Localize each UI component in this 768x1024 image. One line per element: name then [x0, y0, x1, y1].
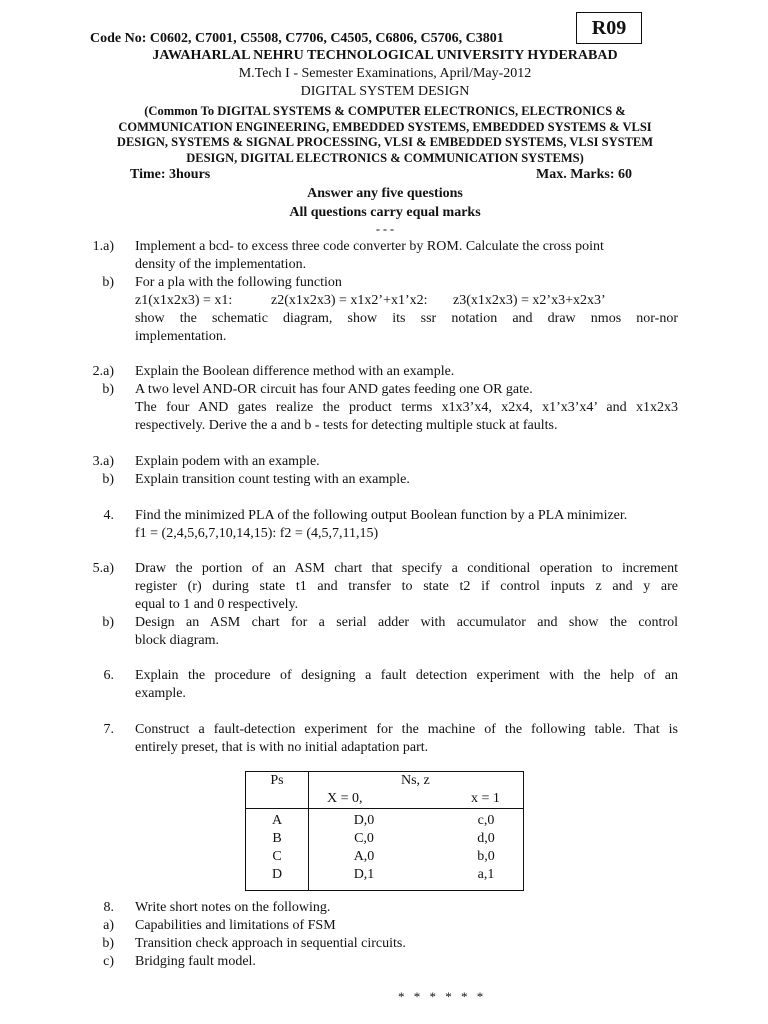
- ns-cell: a,1: [477, 867, 495, 882]
- question-line: A two level AND-OR circuit has four AND gates feeding one OR gate.: [135, 382, 533, 397]
- x1-column: [461, 812, 511, 884]
- question-line: respectively. Derive the a and b - tests for detecting multiple stuck at faults.: [135, 418, 558, 433]
- course-codes: Code No: C0602, C7001, C5508, C7706, C4505, C6806, C5706, C3801: [90, 31, 504, 46]
- ns-cell: b,0: [477, 849, 495, 864]
- max-marks: Max. Marks: 60: [536, 167, 633, 182]
- question-number: 6.: [103, 668, 114, 683]
- instruction-answer-five: Answer any five questions: [307, 186, 463, 201]
- question-number: 3.a): [92, 454, 114, 469]
- question-number: b): [102, 615, 114, 630]
- x0-column: [339, 812, 389, 884]
- common-line-3: DESIGN, SYSTEMS & SIGNAL PROCESSING, VLSI & EMBEDDED SYSTEMS, VLSI SYSTEM: [116, 135, 654, 149]
- question-line: The four AND gates realize the product terms x1x3’x4, x2x4, x1’x3’x4’ and x1x2x3: [135, 400, 678, 415]
- question-number: 2.a): [92, 364, 114, 379]
- question-line: equal to 1 and 0 respectively.: [135, 597, 299, 612]
- question-line: entirely preset, that is with no initial adaptation part.: [135, 740, 429, 755]
- question-number: 8.: [103, 900, 114, 915]
- question-text: Write short notes on the following.: [135, 900, 331, 915]
- state-table: [245, 771, 524, 891]
- question-text: Transition check approach in sequential circuits.: [135, 936, 406, 951]
- common-line-4: DESIGN, DIGITAL ELECTRONICS & COMMUNICATION SYSTEMS): [186, 151, 584, 165]
- question-number: a): [103, 918, 114, 933]
- function-z1: z1(x1x2x3) = x1:: [135, 293, 233, 308]
- regulation-box: R09: [576, 12, 642, 44]
- question-number: b): [102, 936, 114, 951]
- question-text: Explain podem with an example.: [135, 454, 320, 469]
- question-line: Find the minimized PLA of the following output Boolean function by a PLA minimizer.: [135, 508, 628, 523]
- question-line: implementation.: [135, 329, 227, 344]
- question-text: [135, 667, 678, 703]
- question-text: Explain transition count testing with an example.: [135, 472, 410, 487]
- subject-title: DIGITAL SYSTEM DESIGN: [300, 84, 470, 99]
- x0-header: X = 0,: [327, 791, 363, 806]
- question-line: Implement a bcd- to excess three code converter by ROM. Calculate the cross point: [135, 239, 604, 254]
- separator: - - -: [376, 222, 394, 236]
- question-line: Construct a fault-detection experiment for the machine of the following table. That is: [135, 722, 678, 737]
- exam-title: M.Tech I - Semester Examinations, April/May-2012: [238, 66, 532, 81]
- question-line: Explain the procedure of designing a fault detection experiment with the help of an: [135, 668, 678, 683]
- question-number: 7.: [103, 722, 114, 737]
- ps-state: C: [272, 849, 282, 864]
- question-text: [135, 614, 678, 650]
- ns-cell: d,0: [477, 831, 495, 846]
- question-line: Design an ASM chart for a serial adder with accumulator and show the control: [135, 615, 678, 630]
- ns-values: [309, 809, 524, 891]
- question-text: [135, 381, 678, 435]
- ns-cell: A,0: [353, 849, 375, 864]
- question-line: block diagram.: [135, 633, 219, 648]
- ns-cell: c,0: [477, 813, 495, 828]
- instruction-equal-marks: All questions carry equal marks: [289, 205, 481, 220]
- ps-state: B: [272, 831, 282, 846]
- ps-header: Ps: [270, 773, 284, 788]
- ps-state: D: [271, 867, 283, 882]
- common-line-1: (Common To DIGITAL SYSTEMS & COMPUTER ELECTRONICS, ELECTRONICS &: [144, 104, 626, 118]
- ns-header: Ns, z: [401, 773, 430, 788]
- end-marker: * * * * * *: [398, 989, 487, 1004]
- ns-cell: D,0: [353, 813, 375, 828]
- question-line: f1 = (2,4,5,6,7,10,14,15): f2 = (4,5,7,11,15): [135, 526, 379, 541]
- common-line-2: COMMUNICATION ENGINEERING, EMBEDDED SYSTEMS, EMBEDDED SYSTEMS & VLSI: [118, 120, 652, 134]
- question-line: example.: [135, 686, 186, 701]
- question-text: [135, 507, 678, 543]
- question-line: Draw the portion of an ASM chart that specify a conditional operation to increment: [135, 561, 678, 576]
- question-number: b): [102, 275, 114, 290]
- university-name: JAWAHARLAL NEHRU TECHNOLOGICAL UNIVERSITY HYDERABAD: [152, 48, 618, 63]
- question-text: [135, 560, 678, 614]
- question-number: 1.a): [92, 239, 114, 254]
- question-line: register (r) during state t1 and transfer to state t2 if control inputs z and y are: [135, 579, 678, 594]
- question-text: [135, 238, 678, 274]
- question-text: For a pla with the following function: [135, 275, 342, 290]
- ns-cell: C,0: [354, 831, 374, 846]
- question-text: Capabilities and limitations of FSM: [135, 918, 336, 933]
- ps-state: A: [271, 813, 283, 828]
- ns-cell: D,1: [353, 867, 375, 882]
- function-z3: z3(x1x2x3) = x2’x3+x2x3’: [453, 293, 606, 308]
- question-text: Explain the Boolean difference method with an example.: [135, 364, 455, 379]
- question-line: density of the implementation.: [135, 257, 307, 272]
- ns-header-cell: [309, 772, 524, 809]
- question-text: [135, 721, 678, 757]
- question-number: b): [102, 382, 114, 397]
- question-number: c): [103, 954, 114, 969]
- question-number: 4.: [103, 508, 114, 523]
- ps-header-cell: [246, 772, 309, 809]
- function-z2: z2(x1x2x3) = x1x2’+x1’x2:: [271, 293, 428, 308]
- ps-column: [246, 809, 309, 891]
- question-text: Bridging fault model.: [135, 954, 256, 969]
- x1-header: x = 1: [471, 791, 500, 806]
- time-allowed: Time: 3hours: [130, 167, 211, 182]
- question-text: [135, 310, 678, 346]
- question-number: b): [102, 472, 114, 487]
- question-line: show the schematic diagram, show its ssr notation and draw nmos nor-nor: [135, 311, 678, 326]
- question-number: 5.a): [92, 561, 114, 576]
